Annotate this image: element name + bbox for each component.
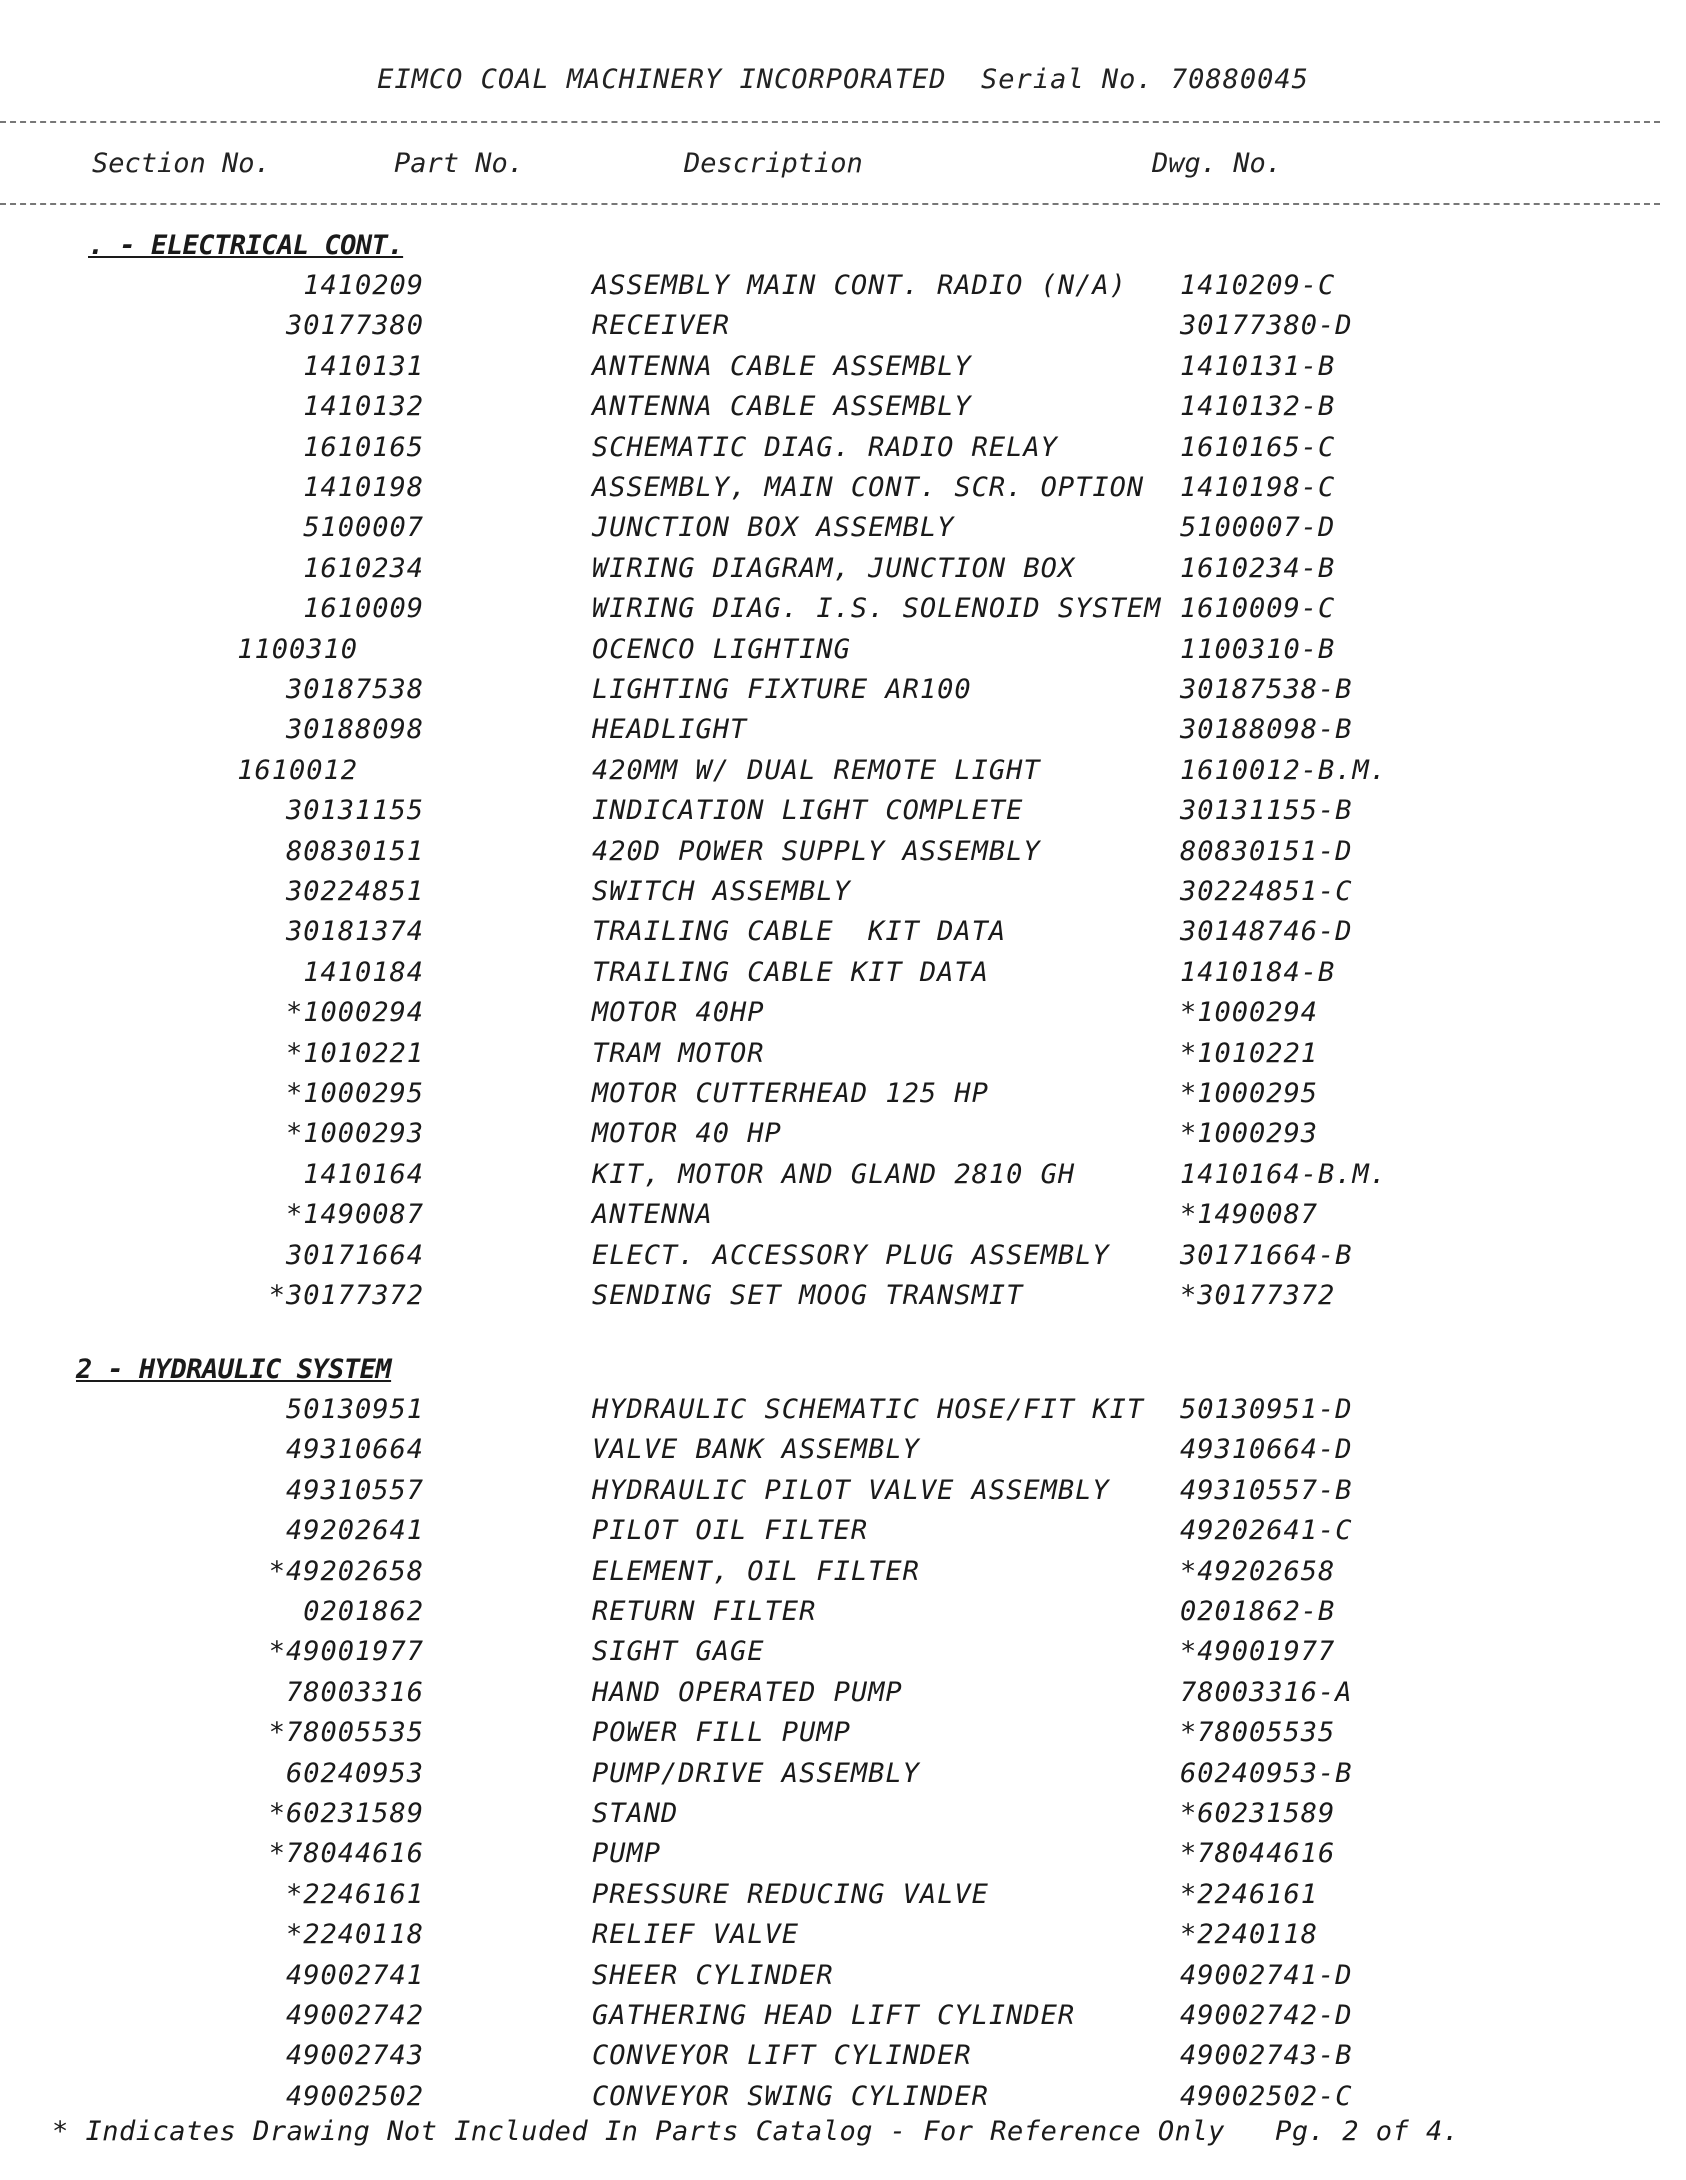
parts-row [0, 1798, 1686, 1838]
part-description: LIGHTING FIXTURE AR100 [592, 674, 972, 705]
part-description: TRAM MOTOR [592, 1037, 765, 1069]
parts-row [0, 1919, 1686, 1959]
parts-row [0, 795, 1686, 835]
parts-row [0, 1394, 1686, 1434]
parts-row [0, 1199, 1686, 1239]
part-number: 5100007 [303, 512, 424, 544]
part-description: JUNCTION BOX ASSEMBLY [592, 512, 955, 544]
part-number: 1410164 [303, 1158, 424, 1190]
parts-row [0, 432, 1686, 472]
page-footer [52, 2116, 1459, 2147]
parts-row [0, 957, 1686, 997]
part-description: ANTENNA CABLE ASSEMBLY [592, 350, 972, 382]
drawing-number: 1410131-B [1180, 350, 1336, 382]
part-description: SWITCH ASSEMBLY [592, 876, 851, 907]
part-description: WIRING DIAG. I.S. SOLENOID SYSTEM [592, 593, 1162, 625]
drawing-number: 5100007-D [1180, 512, 1336, 544]
part-number: *49202658 [268, 1555, 424, 1587]
drawing-number: 1610012-B.M. [1180, 754, 1388, 786]
parts-row [0, 593, 1686, 633]
part-number: 49202641 [285, 1515, 424, 1547]
drawing-number: 1410198-C [1180, 472, 1336, 503]
drawing-number: *49001977 [1180, 1636, 1336, 1668]
parts-row [0, 1280, 1686, 1320]
part-description: ANTENNA [592, 1199, 713, 1231]
parts-row [0, 1118, 1686, 1158]
parts-row [0, 714, 1686, 754]
parts-row [0, 876, 1686, 916]
part-number: 30181374 [285, 916, 424, 948]
part-number: 60240953 [285, 1757, 424, 1789]
part-number: *30177372 [268, 1280, 424, 1311]
part-description: TRAILING CABLE KIT DATA [592, 956, 989, 988]
part-number: *2240118 [285, 1919, 424, 1951]
part-description: HYDRAULIC PILOT VALVE ASSEMBLY [592, 1474, 1110, 1506]
parts-row [0, 553, 1686, 593]
drawing-number: *1000293 [1180, 1118, 1319, 1150]
parts-row [0, 1556, 1686, 1596]
part-number: 49002741 [285, 1959, 424, 1991]
drawing-number: 1410132-B [1180, 391, 1336, 423]
drawing-number: *30177372 [1180, 1280, 1336, 1311]
part-number: 1610012 [237, 754, 358, 786]
part-number: 30224851 [285, 876, 424, 907]
part-description: SIGHT GAGE [592, 1636, 765, 1668]
part-description: HYDRAULIC SCHEMATIC HOSE/FIT KIT [592, 1394, 1145, 1425]
drawing-number: *49202658 [1180, 1555, 1336, 1587]
column-header-part: Part No. [394, 148, 525, 179]
serial-number: Serial No. 70880045 [981, 64, 1309, 95]
parts-row [0, 634, 1686, 674]
part-number: 49002502 [285, 2080, 424, 2112]
part-description: STAND [592, 1798, 679, 1829]
part-number: 30171664 [285, 1239, 424, 1271]
drawing-number: 78003316-A [1180, 1676, 1353, 1708]
part-number: *1490087 [285, 1199, 424, 1231]
drawing-number: 49310557-B [1180, 1474, 1353, 1506]
drawing-number: *1490087 [1180, 1199, 1319, 1231]
column-header-section: Section No. [92, 148, 271, 179]
drawing-number: 49002741-D [1180, 1959, 1353, 1991]
part-description: KIT, MOTOR AND GLAND 2810 GH [592, 1158, 1076, 1190]
column-header-dwg: Dwg. No. [1152, 148, 1283, 179]
parts-row [0, 1434, 1686, 1474]
part-description: POWER FILL PUMP [592, 1717, 851, 1749]
company-name: EIMCO COAL MACHINERY INCORPORATED [377, 64, 947, 95]
parts-row [0, 916, 1686, 956]
part-number: 49002742 [285, 2000, 424, 2031]
header-rule-bottom [0, 203, 1660, 205]
parts-row [0, 1960, 1686, 2000]
part-number: *2246161 [285, 1878, 424, 1910]
drawing-number: 30187538-B [1180, 674, 1353, 705]
part-description: RETURN FILTER [592, 1596, 817, 1627]
part-description: MOTOR CUTTERHEAD 125 HP [592, 1078, 989, 1109]
parts-row [0, 1677, 1686, 1717]
drawing-number: 1410209-C [1180, 270, 1336, 301]
part-number: 1410132 [303, 391, 424, 423]
part-description: ASSEMBLY, MAIN CONT. SCR. OPTION [592, 472, 1145, 503]
drawing-number: *2246161 [1180, 1878, 1319, 1910]
part-number: *78005535 [268, 1717, 424, 1749]
part-number: 78003316 [285, 1676, 424, 1708]
part-description: INDICATION LIGHT COMPLETE [592, 795, 1024, 827]
page-number: Pg. 2 of 4. [1275, 2116, 1460, 2147]
part-description: SHEER CYLINDER [592, 1959, 834, 1991]
drawing-number: 30177380-D [1180, 310, 1353, 342]
parts-row [0, 270, 1686, 310]
parts-row [0, 836, 1686, 876]
drawing-number: 1610165-C [1180, 431, 1336, 463]
part-description: PUMP [592, 1838, 662, 1870]
parts-row [0, 2081, 1686, 2121]
parts-row [0, 1159, 1686, 1199]
drawing-number: 1100310-B [1180, 633, 1336, 665]
part-number: 30177380 [285, 310, 424, 342]
part-description: SENDING SET MOOG TRANSMIT [592, 1280, 1024, 1311]
footer-note: * Indicates Drawing Not Included In Parts Catalog - For Reference Only [52, 2116, 1225, 2147]
part-number: 49002743 [285, 2040, 424, 2072]
part-description: OCENCO LIGHTING [592, 633, 851, 665]
parts-row [0, 391, 1686, 431]
section-title: . - ELECTRICAL CONT. [88, 230, 404, 261]
drawing-number: 0201862-B [1180, 1596, 1336, 1627]
part-number: *1000295 [285, 1078, 424, 1109]
part-description: 420D POWER SUPPLY ASSEMBLY [592, 835, 1041, 867]
drawing-number: 50130951-D [1180, 1394, 1353, 1425]
parts-row [0, 2040, 1686, 2080]
drawing-number: 30148746-D [1180, 916, 1353, 948]
part-description: CONVEYOR SWING CYLINDER [592, 2080, 989, 2112]
drawing-number: 49002742-D [1180, 2000, 1353, 2031]
part-number: 49310557 [285, 1474, 424, 1506]
drawing-number: 30224851-C [1180, 876, 1353, 907]
drawing-number: *1000294 [1180, 997, 1319, 1029]
page-header [0, 64, 1686, 95]
header-rule-top [0, 121, 1660, 123]
column-header-description: Description [684, 148, 863, 179]
part-number: 1100310 [237, 633, 358, 665]
part-description: PILOT OIL FILTER [592, 1515, 869, 1547]
parts-row [0, 1717, 1686, 1757]
drawing-number: 49002502-C [1180, 2080, 1353, 2112]
drawing-number: *2240118 [1180, 1919, 1319, 1951]
part-description: PRESSURE REDUCING VALVE [592, 1878, 989, 1910]
parts-row [0, 1596, 1686, 1636]
part-number: 30131155 [285, 795, 424, 827]
part-number: *1000294 [285, 997, 424, 1029]
part-description: SCHEMATIC DIAG. RADIO RELAY [592, 431, 1058, 463]
part-description: ELECT. ACCESSORY PLUG ASSEMBLY [592, 1239, 1110, 1271]
part-number: *78044616 [268, 1838, 424, 1870]
part-number: 80830151 [285, 835, 424, 867]
part-number: 1410131 [303, 350, 424, 382]
drawing-number: 80830151-D [1180, 835, 1353, 867]
part-number: 1610165 [303, 431, 424, 463]
drawing-number: *60231589 [1180, 1798, 1336, 1829]
parts-row [0, 1636, 1686, 1676]
part-description: MOTOR 40 HP [592, 1118, 782, 1150]
parts-row [0, 1879, 1686, 1919]
parts-row [0, 1038, 1686, 1078]
part-number: *60231589 [268, 1798, 424, 1829]
drawing-number: 30188098-B [1180, 714, 1353, 746]
part-description: TRAILING CABLE KIT DATA [592, 916, 1007, 948]
parts-row [0, 1515, 1686, 1555]
part-description: 420MM W/ DUAL REMOTE LIGHT [592, 754, 1041, 786]
part-description: HEADLIGHT [592, 714, 748, 746]
part-number: 0201862 [303, 1596, 424, 1627]
parts-row [0, 1838, 1686, 1878]
part-number: *49001977 [268, 1636, 424, 1668]
drawing-number: 49002743-B [1180, 2040, 1353, 2072]
part-number: 1410209 [303, 270, 424, 301]
part-number: 30188098 [285, 714, 424, 746]
part-description: MOTOR 40HP [592, 997, 765, 1029]
part-number: 49310664 [285, 1434, 424, 1466]
drawing-number: 60240953-B [1180, 1757, 1353, 1789]
drawing-number: *78044616 [1180, 1838, 1336, 1870]
part-description: VALVE BANK ASSEMBLY [592, 1434, 920, 1466]
drawing-number: 30171664-B [1180, 1239, 1353, 1271]
part-number: *1010221 [285, 1037, 424, 1069]
drawing-number: *1010221 [1180, 1037, 1319, 1069]
drawing-number: 49202641-C [1180, 1515, 1353, 1547]
parts-row [0, 351, 1686, 391]
part-description: HAND OPERATED PUMP [592, 1676, 903, 1708]
parts-row [0, 674, 1686, 714]
parts-row [0, 1240, 1686, 1280]
part-number: 1410198 [303, 472, 424, 503]
drawing-number: 1610009-C [1180, 593, 1336, 625]
parts-row [0, 1758, 1686, 1798]
drawing-number: *1000295 [1180, 1078, 1319, 1109]
part-number: 1410184 [303, 956, 424, 988]
drawing-number: 49310664-D [1180, 1434, 1353, 1466]
part-number: 30187538 [285, 674, 424, 705]
parts-row [0, 310, 1686, 350]
part-description: CONVEYOR LIFT CYLINDER [592, 2040, 972, 2072]
parts-row [0, 512, 1686, 552]
drawing-number: 1410184-B [1180, 956, 1336, 988]
drawing-number: *78005535 [1180, 1717, 1336, 1749]
parts-row [0, 2000, 1686, 2040]
parts-row [0, 1475, 1686, 1515]
parts-row [0, 1078, 1686, 1118]
part-description: ASSEMBLY MAIN CONT. RADIO (N/A) [592, 270, 1127, 301]
part-number: 1610009 [303, 593, 424, 625]
part-description: PUMP/DRIVE ASSEMBLY [592, 1757, 920, 1789]
part-number: 1610234 [303, 552, 424, 584]
part-number: *1000293 [285, 1118, 424, 1150]
parts-row [0, 997, 1686, 1037]
drawing-number: 30131155-B [1180, 795, 1353, 827]
section-title: 2 - HYDRAULIC SYSTEM [76, 1354, 392, 1385]
part-description: ELEMENT, OIL FILTER [592, 1555, 920, 1587]
part-description: WIRING DIAGRAM, JUNCTION BOX [592, 552, 1076, 584]
part-description: RELIEF VALVE [592, 1919, 800, 1951]
parts-row [0, 472, 1686, 512]
part-description: RECEIVER [592, 310, 731, 342]
part-description: ANTENNA CABLE ASSEMBLY [592, 391, 972, 423]
drawing-number: 1410164-B.M. [1180, 1158, 1388, 1190]
parts-row [0, 755, 1686, 795]
part-description: GATHERING HEAD LIFT CYLINDER [592, 2000, 1076, 2031]
drawing-number: 1610234-B [1180, 552, 1336, 584]
part-number: 50130951 [285, 1394, 424, 1425]
